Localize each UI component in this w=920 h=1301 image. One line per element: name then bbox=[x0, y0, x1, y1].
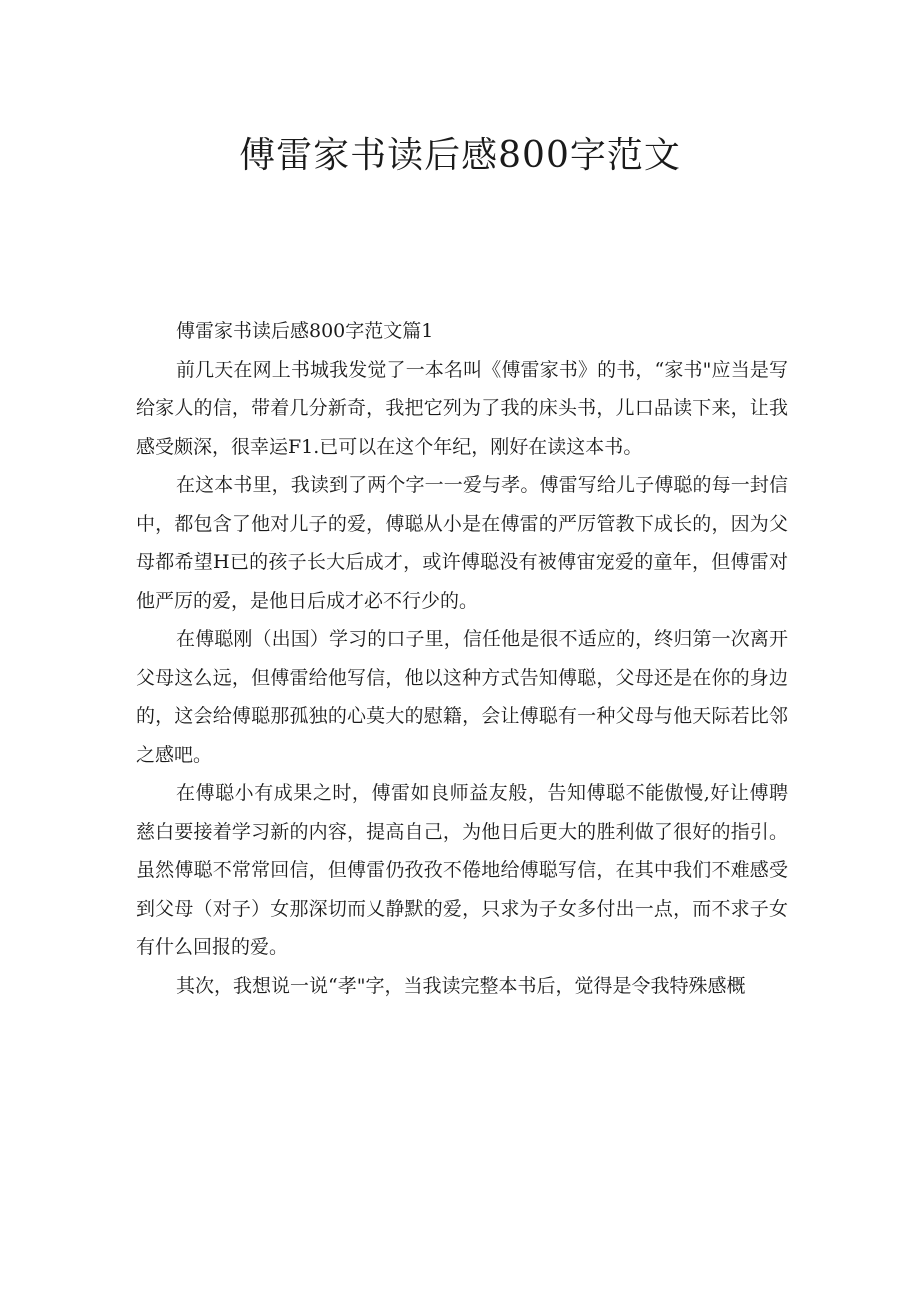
paragraph: 在傅聪小有成果之时，傅雷如良师益友般，告知傅聪不能傲慢,好让傅聘慈白要接着学习新的内容，提高自己，为他日后更大的胜利做了很好的指引。虽然傅聪不常常回信，但傅雷仍孜孜不倦地给傅聪写信，在其中我们不难感受到父母（对子）女那深切而乂静默的爱，只求为子女多付出一点，而不求子女有什么回报的爱。 bbox=[136, 782, 788, 958]
paragraph: 在傅聪刚（出国）学习的口子里，信任他是很不适应的，终归第一次离开父母这么远，但傅雷给他写信，他以这种方式告知傅聪，父母还是在你的身边的，这会给傅聪那孤独的心莫大的慰籍，会让傅聪有一种父母与他天际若比邻之感吧。 bbox=[136, 628, 788, 766]
paragraph: 其次，我想说一说“孝"字，当我读完整本书后，觉得是令我特殊感概 bbox=[176, 974, 746, 997]
paragraph: 前几天在网上书城我发觉了一本名叫《傅雷家书》的书，“家书"应当是写给家人的信，带着几分新奇，我把它列为了我的床头书，儿口品读下来，让我感受颇深，很幸运F1.已可以在这个年纪，刚好在读这本书。 bbox=[136, 358, 788, 458]
document-title: 傅雷家书读后感800字范文 bbox=[239, 135, 681, 176]
document-body bbox=[136, 312, 788, 1005]
paragraph: 在这本书里，我读到了两个字一一爱与孝。傅雷写给儿子傅聪的每一封信中，都包含了他对儿子的爱，傅聪从小是在傅雷的严厉管教下成长的，因为父母都希望H已的孩子长大后成才，或许傅聪没有被傅宙宠爱的童年，但傅雷对他严厉的爱，是他日后成才必不行少的。 bbox=[136, 474, 788, 612]
section-heading: 傅雷家书读后感800字范文篇1 bbox=[176, 320, 434, 342]
